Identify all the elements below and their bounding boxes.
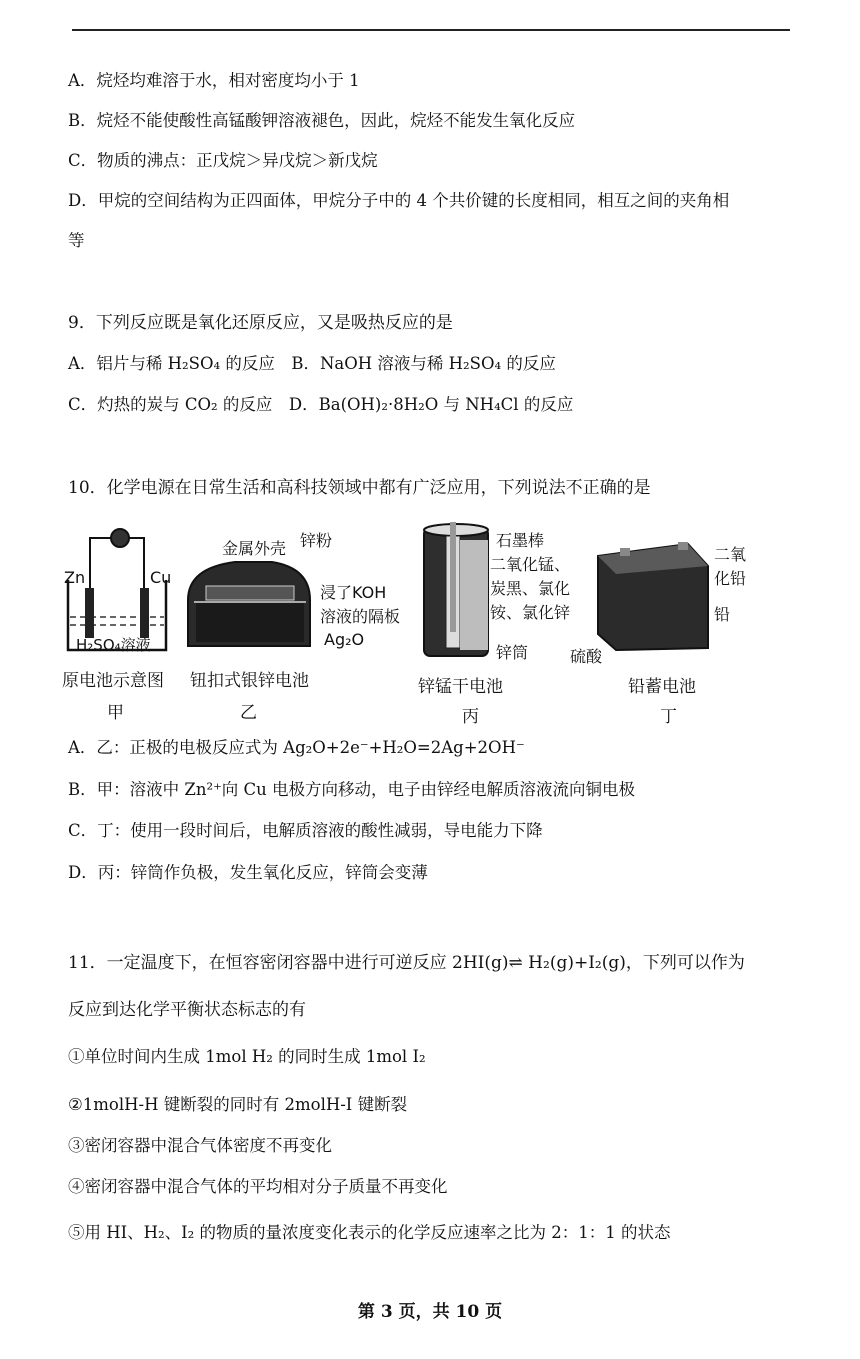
paste-label-1: 二氧化锰、 xyxy=(490,555,571,574)
q11-item-2: ②1molH-H 键断裂的同时有 2molH-I 键断裂 xyxy=(68,1095,408,1114)
graphite-rod-label: 石墨棒 xyxy=(496,531,545,550)
q11-item-5: ⑤用 HI、H₂、I₂ 的物质的量浓度变化表示的化学反应速率之比为 2：1：1 的状态 xyxy=(68,1223,671,1242)
zinc-powder-label: 锌粉 xyxy=(300,531,333,550)
q11-stem-line1: 11．一定温度下，在恒容密闭容器中进行可逆反应 2HI(g)⇌ H₂(g)+I₂(g)，下列可以作为 xyxy=(68,953,745,973)
bing-tag: 丙 xyxy=(462,707,479,727)
q9-options-ab: A．铝片与稀 H₂SO₄ 的反应 B．NaOH 溶液与稀 H₂SO₄ 的反应 xyxy=(68,354,556,373)
jia-caption: 原电池示意图 xyxy=(62,671,164,691)
q9-stem: 9．下列反应既是氧化还原反应，又是吸热反应的是 xyxy=(68,313,453,333)
lead-acid-battery-diagram xyxy=(592,538,712,654)
battery-figures xyxy=(62,522,802,727)
q8-option-b: B．烷烃不能使酸性高锰酸钾溶液褪色，因此，烷烃不能发生氧化反应 xyxy=(68,111,576,130)
q8-option-d-cont: 等 xyxy=(68,231,85,250)
q8-option-a: A．烷烃均难溶于水，相对密度均小于 1 xyxy=(68,71,360,90)
yi-caption: 钮扣式银锌电池 xyxy=(190,671,309,691)
yi-tag: 乙 xyxy=(240,703,257,723)
ding-tag: 丁 xyxy=(660,707,677,727)
q10-option-d: D．丙：锌筒作负极，发生氧化反应，锌筒会变薄 xyxy=(68,863,428,882)
zinc-can-label: 锌筒 xyxy=(496,643,529,662)
sulfuric-acid-label: 硫酸 xyxy=(570,647,603,666)
ding-caption: 铅蓄电池 xyxy=(628,677,696,697)
q9-options-cd: C．灼热的炭与 CO₂ 的反应 D．Ba(OH)₂·8H₂O 与 NH₄Cl 的反应 xyxy=(68,395,574,414)
paste-label-3: 铵、氯化锌 xyxy=(490,603,571,622)
q11-item-3: ③密闭容器中混合气体密度不再变化 xyxy=(68,1136,332,1155)
q10-option-a: A．乙：正极的电极反应式为 Ag₂O+2e⁻+H₂O=2Ag+2OH⁻ xyxy=(68,738,525,757)
page-footer: 第 3 页，共 10 页 xyxy=(357,1302,503,1322)
pb-label: 铅 xyxy=(714,605,731,624)
q8-option-c: C．物质的沸点：正戊烷＞异戊烷＞新戊烷 xyxy=(68,151,378,170)
bing-caption: 锌锰干电池 xyxy=(418,677,503,697)
header-rule xyxy=(72,29,790,31)
ag2o-label: Ag₂O xyxy=(324,630,365,649)
q10-option-b: B．甲：溶液中 Zn²⁺向 Cu 电极方向移动，电子由锌经电解质溶液流向铜电极 xyxy=(68,780,636,799)
koh-separator-label-2: 溶液的隔板 xyxy=(320,607,401,626)
q10-option-c: C．丁：使用一段时间后，电解质溶液的酸性减弱，导电能力下降 xyxy=(68,821,543,840)
q11-item-4: ④密闭容器中混合气体的平均相对分子质量不再变化 xyxy=(68,1177,448,1196)
q11-stem-line2: 反应到达化学平衡状态标志的有 xyxy=(68,1000,306,1020)
paste-label-2: 炭黑、氯化 xyxy=(490,579,571,598)
zn-electrode-label: Zn xyxy=(64,568,86,587)
cu-electrode-label: Cu xyxy=(150,568,172,587)
koh-separator-label-1: 浸了KOH xyxy=(320,583,387,602)
q11-item-1: ①单位时间内生成 1mol H₂ 的同时生成 1mol I₂ xyxy=(68,1047,426,1066)
h2so4-solution-label: H₂SO₄溶液 xyxy=(76,636,151,654)
jia-tag: 甲 xyxy=(107,703,124,723)
q8-option-d: D．甲烷的空间结构为正四面体，甲烷分子中的 4 个共价键的长度相同，相互之间的夹角相 xyxy=(68,191,730,210)
pbo2-label-2: 化铅 xyxy=(714,569,747,588)
pbo2-label-1: 二氧 xyxy=(714,545,747,564)
metal-shell-label: 金属外壳 xyxy=(222,539,287,558)
q10-stem: 10．化学电源在日常生活和高科技领域中都有广泛应用，下列说法不正确的是 xyxy=(68,478,651,498)
